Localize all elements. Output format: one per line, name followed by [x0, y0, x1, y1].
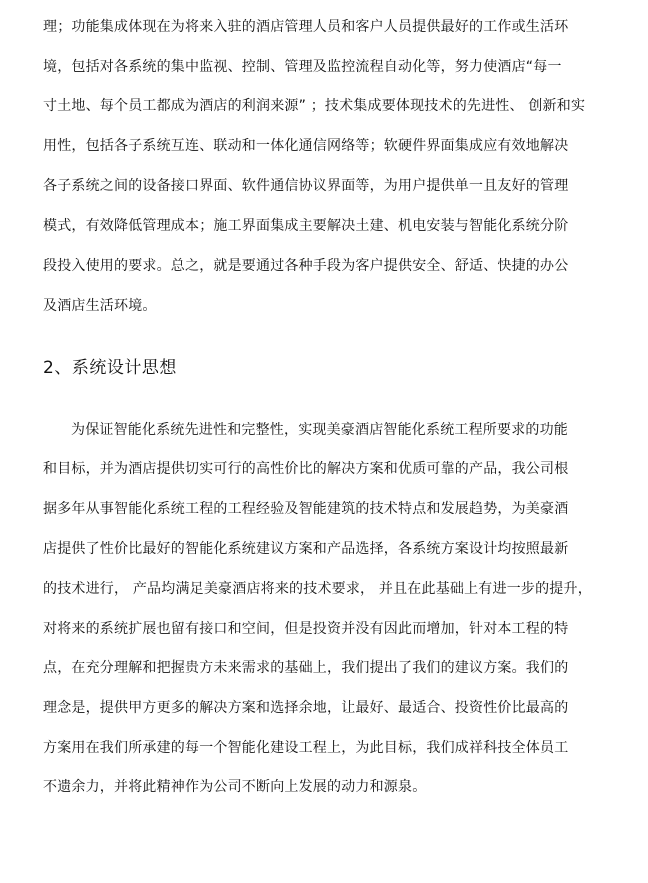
section-heading: 2、系统设计思想 [43, 358, 177, 378]
paragraph-1-line-6: 模式，有效降低管理成本；施工界面集成主要解决土建、机电安装与智能化系统分阶 [43, 218, 569, 234]
paragraph-1-line-2: 境，包括对各系统的集中监视、控制、管理及监控流程自动化等，努力使酒店“每一 [43, 59, 562, 75]
paragraph-2-line-2: 和目标，并为酒店提供切实可行的高性价比的解决方案和优质可靠的产品，我公司根 [43, 461, 569, 477]
paragraph-2-line-1: 为保证智能化系统先进性和完整性，实现美豪酒店智能化系统工程所要求的功能 [71, 422, 568, 438]
paragraph-1-line-1: 理；功能集成体现在为将来入驻的酒店管理人员和客户人员提供最好的工作或生活环 [43, 19, 569, 35]
paragraph-2-line-7: 点，在充分理解和把握贵方未来需求的基础上，我们提出了我们的建议方案。我们的 [43, 660, 569, 676]
paragraph-1-line-8: 及酒店生活环境。 [43, 298, 157, 314]
paragraph-1-line-3: 寸土地、每个员工都成为酒店的利润来源” ；技术集成要体现技术的先进性、 创新和实 [43, 98, 586, 114]
paragraph-2-line-8: 理念是，提供甲方更多的解决方案和选择余地，让最好、最适合、投资性价比最高的 [43, 700, 569, 716]
paragraph-2-line-10: 不遗余力，并将此精神作为公司不断向上发展的动力和源泉。 [43, 779, 427, 795]
paragraph-2-line-3: 据多年从事智能化系统工程的工程经验及智能建筑的技术特点和发展趋势，为美豪酒 [43, 501, 569, 517]
paragraph-2-line-4: 店提供了性价比最好的智能化系统建议方案和产品选择，各系统方案设计均按照最新 [43, 541, 569, 557]
paragraph-1-line-7: 段投入使用的要求。总之，就是要通过各种手段为客户提供安全、舒适、快捷的办公 [43, 258, 569, 274]
paragraph-1-line-5: 各子系统之间的设备接口界面、软件通信协议界面等，为用户提供单一且友好的管理 [43, 178, 569, 194]
paragraph-2-line-6: 对将来的系统扩展也留有接口和空间，但是投资并没有因此而增加，针对本工程的特 [43, 621, 569, 637]
paragraph-2-line-5: 的技术进行， 产品均满足美豪酒店将来的技术要求， 并且在此基础上有进一步的提升， [43, 581, 592, 597]
paragraph-2-line-9: 方案用在我们所承建的每一个智能化建设工程上，为此目标，我们成祥科技全体员工 [43, 740, 569, 756]
paragraph-1-line-4: 用性，包括各子系统互连、联动和一体化通信网络等；软硬件界面集成应有效地解决 [43, 138, 569, 154]
